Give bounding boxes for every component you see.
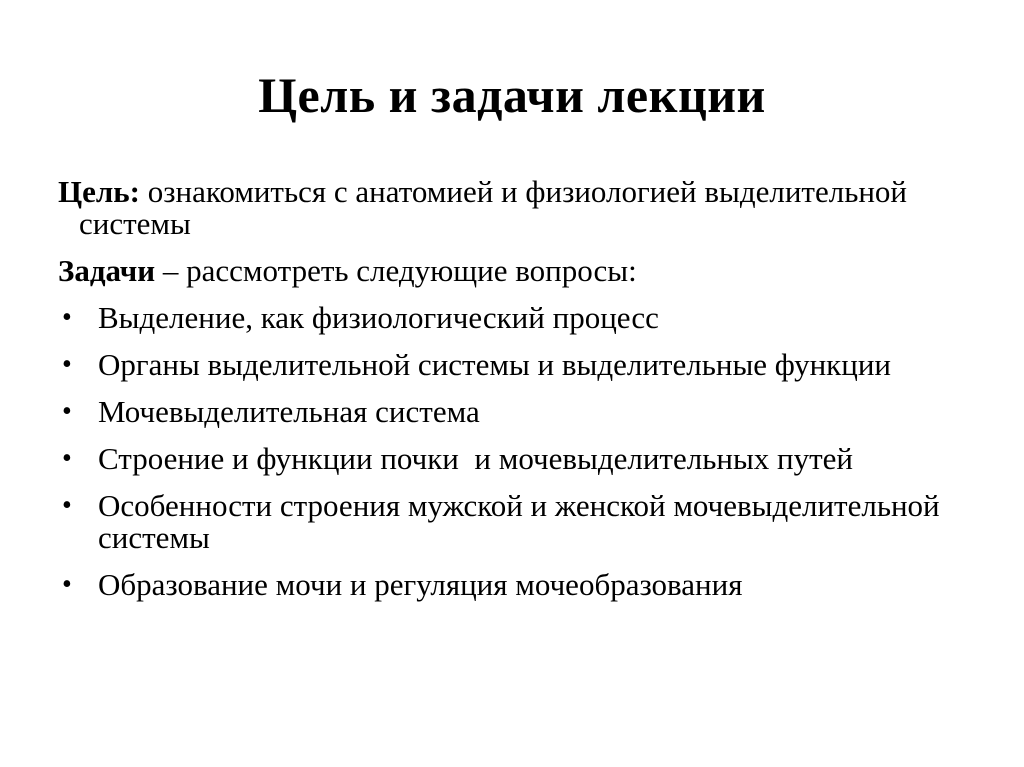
goal-label: Цель: xyxy=(58,174,140,209)
bullet-icon: • xyxy=(62,443,72,474)
tasks-bullet-list xyxy=(58,302,998,601)
list-item xyxy=(58,490,998,554)
bullet-text: Органы выделительной системы и выделительные функции xyxy=(98,347,892,382)
list-item xyxy=(58,443,998,475)
tasks-text: – рассмотреть следующие вопросы: xyxy=(155,253,637,288)
slide-body xyxy=(0,176,1024,601)
bullet-icon: • xyxy=(62,349,72,380)
bullet-text: Особенности строения мужской и женской мочевыделительной системы xyxy=(98,488,948,555)
list-item xyxy=(58,396,998,428)
list-item xyxy=(58,569,998,601)
list-item xyxy=(58,349,998,381)
bullet-icon: • xyxy=(62,396,72,427)
bullet-icon: • xyxy=(62,490,72,521)
tasks-paragraph xyxy=(58,255,998,287)
bullet-text: Выделение, как физиологический процесс xyxy=(98,300,659,335)
tasks-label: Задачи xyxy=(58,253,156,288)
bullet-text: Строение и функции почки и мочевыделительных путей xyxy=(98,441,854,476)
goal-paragraph xyxy=(58,176,998,240)
bullet-text: Мочевыделительная система xyxy=(98,394,480,429)
bullet-icon: • xyxy=(62,569,72,600)
bullet-icon: • xyxy=(62,302,72,333)
goal-text: ознакомиться с анатомией и физиологией выделительной системы xyxy=(79,174,915,241)
list-item xyxy=(58,302,998,334)
bullet-text: Образование мочи и регуляция мочеобразования xyxy=(98,567,743,602)
slide-title: Цель и задачи лекции xyxy=(258,67,766,123)
